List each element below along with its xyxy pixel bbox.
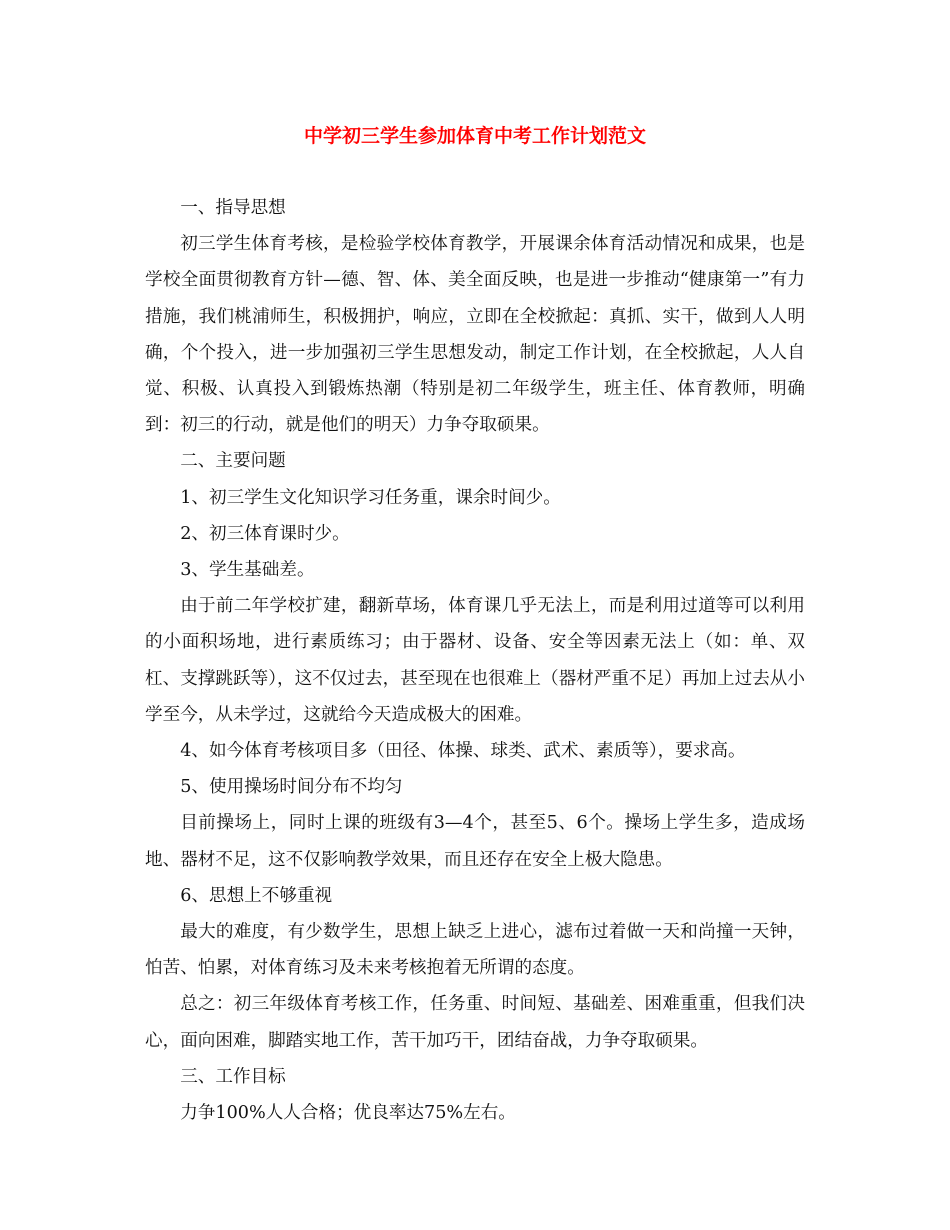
paragraph-problem-6-detail: 最大的难度，有少数学生，思想上缺乏上进心，滤布过着做一天和尚撞一天钟，怕苦、怕累，对体育练习及未来考核抱着无所谓的态度。 — [145, 922, 805, 979]
paragraph-work-goals: 力争100%人人合格；优良率达75%左右。 — [180, 1103, 516, 1124]
paragraph-summary: 总之：初三年级体育考核工作，任务重、时间短、基础差、困难重重，但我们决心，面向困难，脚踏实地工作，苦干加巧干，团结奋战，力争夺取硕果。 — [145, 994, 805, 1051]
list-item-problem-1: 1、初三学生文化知识学习任务重，课余时间少。 — [180, 487, 561, 508]
list-item-problem-4: 4、如今体育考核项目多（田径、体操、球类、武术、素质等），要求高。 — [180, 741, 746, 762]
paragraph-problem-5-detail: 目前操场上，同时上课的班级有3—4个，甚至5、6个。操场上学生多，造成场地、器材不足，这不仅影响教学效果，而且还存在安全上极大隐患。 — [145, 813, 805, 870]
list-item-problem-2: 2、初三体育课时少。 — [180, 523, 350, 544]
list-item-problem-6: 6、思想上不够重视 — [180, 885, 333, 906]
list-item-problem-5: 5、使用操场时间分布不均匀 — [180, 777, 403, 798]
document-body — [145, 190, 805, 1131]
section-heading-main-problems: 二、主要问题 — [180, 451, 286, 472]
paragraph-guiding-ideology: 初三学生体育考核，是检验学校体育教学，开展课余体育活动情况和成果，也是学校全面贯彻教育方针—德、智、体、美全面反映，也是进一步推动“健康第一”有力措施，我们桃浦师生，积极拥护，响应，立即在全校掀起：真抓、实干，做到人人明确，个个投入，进一步加强初三学生思想发动，制定工作计划，在全校掀起，人人自觉、积极、认真投入到锻炼热潮（特别是初二年级学生，班主任、体育教师，明确到：初三的行动，就是他们的明天）力争夺取硕果。 — [145, 234, 805, 436]
section-heading-guiding-ideology: 一、指导思想 — [180, 198, 286, 218]
paragraph-problem-3-detail: 由于前二年学校扩建，翻新草场，体育课几乎无法上，而是利用过道等可以利用的小面积场地，进行素质练习；由于器材、设备、安全等因素无法上（如：单、双杠、支撑跳跃等），这不仅过去，甚至现在也很难上（器材严重不足）再加上过去从小学至今，从未学过，这就给今天造成极大的困难。 — [145, 596, 805, 725]
section-heading-work-goals: 三、工作目标 — [180, 1066, 286, 1087]
document-title: 中学初三学生参加体育中考工作计划范文 — [303, 125, 646, 147]
list-item-problem-3: 3、学生基础差。 — [180, 560, 315, 581]
